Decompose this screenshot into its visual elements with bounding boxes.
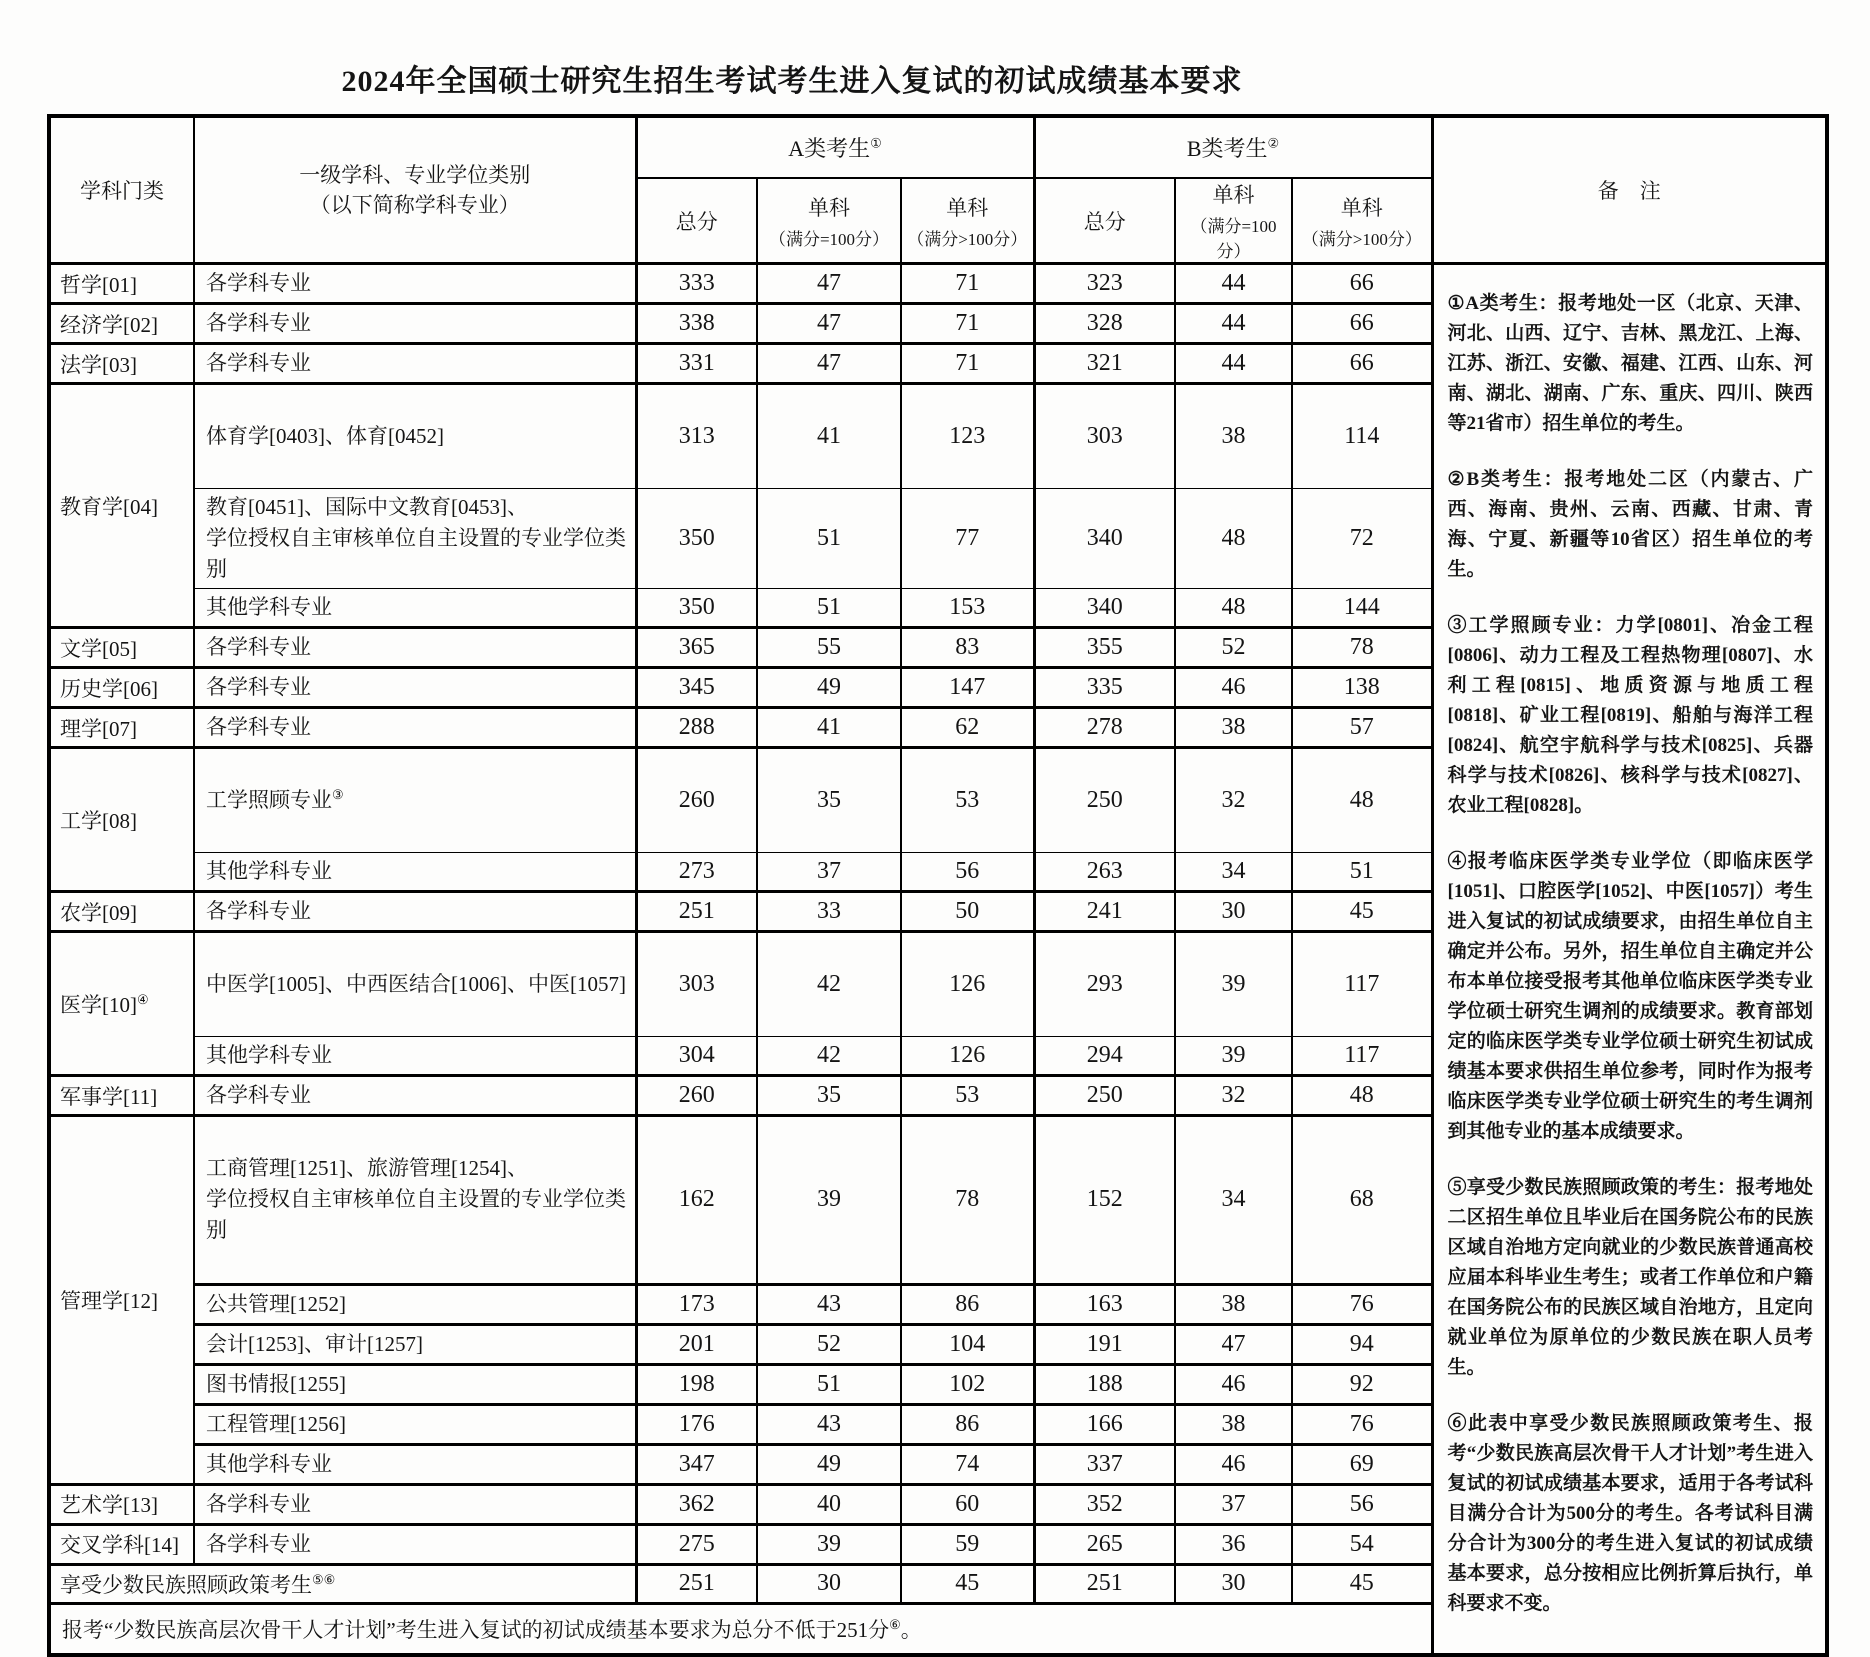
discipline-text: 教育[0451]、国际中文教育[0453]、 — [206, 495, 528, 520]
discipline-text: 学位授权自主审核单位自主设置的专业学位类别 — [206, 526, 626, 582]
discipline-cell — [194, 1324, 636, 1364]
discipline-text: 各学科专业 — [206, 635, 311, 660]
category-label: 经济学[02] — [60, 312, 158, 337]
header-b-singlegt100-line2: （满分>100分） — [1301, 229, 1422, 249]
discipline-cell — [194, 668, 636, 708]
header-a-single100-line1: 单科 — [808, 195, 850, 220]
score-a-singlegt100-cell: 50 — [901, 892, 1034, 932]
discipline-cell — [194, 748, 636, 853]
discipline-text: 工程管理[1256] — [206, 1411, 346, 1436]
score-table — [47, 114, 1829, 1657]
score-b-singlegt100-cell: 45 — [1292, 1564, 1432, 1603]
score-b-total-cell: 323 — [1034, 264, 1175, 304]
discipline-text: 其他学科专业 — [206, 1451, 332, 1476]
header-a-single100 — [757, 178, 901, 264]
score-a-single100-cell: 47 — [757, 344, 901, 384]
footer-note-superscript: ⑥ — [889, 1616, 901, 1632]
discipline-line — [206, 1040, 627, 1071]
discipline-cell — [194, 1484, 636, 1524]
discipline-text: 体育学[0403]、体育[0452] — [206, 424, 444, 449]
discipline-line — [206, 1369, 627, 1400]
score-b-singlegt100-cell: 48 — [1292, 1076, 1432, 1116]
discipline-line — [206, 268, 627, 299]
score-a-single100-cell: 43 — [757, 1404, 901, 1444]
category-label: 管理学[12] — [60, 1288, 158, 1313]
score-a-total-cell: 304 — [636, 1037, 757, 1076]
score-b-total-cell: 352 — [1034, 1484, 1175, 1524]
score-a-singlegt100-cell: 60 — [901, 1484, 1034, 1524]
score-b-single100-cell: 39 — [1175, 932, 1292, 1037]
header-b-total: 总分 — [1034, 178, 1175, 264]
discipline-text: 各学科专业 — [206, 351, 311, 375]
discipline-line — [206, 492, 627, 523]
discipline-cell — [194, 932, 636, 1037]
discipline-line — [206, 785, 627, 816]
discipline-line — [206, 1184, 627, 1246]
category-label: 军事学[11] — [60, 1084, 158, 1109]
score-a-total-cell: 288 — [636, 708, 757, 748]
score-a-singlegt100-cell: 71 — [901, 344, 1034, 384]
score-a-total-cell: 173 — [636, 1284, 757, 1324]
score-a-total-cell: 275 — [636, 1524, 757, 1564]
note-paragraph: ⑤享受少数民族照顾政策的考生：报考地处二区招生单位且毕业后在国务院公布的民族区域自治地方定向就业的少数民族普通高校应届本科毕业生考生；或者工作单位和户籍在国务院公布的民族区域自治地方，且定向就业单位为原单位的少数民族在职人员考生。 — [1447, 1177, 1814, 1378]
discipline-text: 各学科专业 — [206, 1491, 311, 1516]
score-b-total-cell: 265 — [1034, 1524, 1175, 1564]
discipline-text: 工学照顾专业 — [206, 788, 332, 813]
score-b-total-cell: 278 — [1034, 708, 1175, 748]
category-label: 工学[08] — [60, 808, 137, 833]
score-b-single100-cell: 44 — [1175, 264, 1292, 304]
score-a-single100-cell: 35 — [757, 748, 901, 853]
score-a-singlegt100-cell: 56 — [901, 853, 1034, 892]
discipline-line — [206, 308, 627, 339]
score-b-singlegt100-cell: 69 — [1292, 1444, 1432, 1484]
score-a-total-cell: 350 — [636, 589, 757, 628]
score-b-singlegt100-cell: 66 — [1292, 304, 1432, 344]
category-label: 农学[09] — [60, 900, 137, 925]
discipline-line — [206, 1449, 627, 1480]
category-label: 法学[03] — [60, 352, 137, 377]
discipline-cell — [194, 264, 636, 304]
discipline-text: 各学科专业 — [206, 1531, 311, 1556]
score-a-total-cell: 345 — [636, 668, 757, 708]
score-a-single100-cell: 37 — [757, 853, 901, 892]
group-a-superscript: ① — [870, 135, 882, 151]
discipline-text: 工商管理[1251]、旅游管理[1254]、 — [206, 1156, 528, 1181]
discipline-cell — [194, 304, 636, 344]
score-b-total-cell: 152 — [1034, 1116, 1175, 1284]
score-b-single100-cell: 44 — [1175, 304, 1292, 344]
discipline-text: 学位授权自主审核单位自主设置的专业学位类别 — [206, 1187, 626, 1243]
category-label: 理学[07] — [60, 716, 137, 741]
score-a-total-cell: 347 — [636, 1444, 757, 1484]
score-b-total-cell: 188 — [1034, 1364, 1175, 1404]
score-a-singlegt100-cell: 104 — [901, 1324, 1034, 1364]
score-a-total-cell: 331 — [636, 344, 757, 384]
score-b-total-cell: 337 — [1034, 1444, 1175, 1484]
discipline-text: 其他学科专业 — [206, 1043, 332, 1068]
discipline-cell — [194, 1076, 636, 1116]
discipline-line — [206, 712, 627, 743]
category-cell — [49, 668, 194, 708]
discipline-text: 各学科专业 — [206, 899, 311, 924]
score-b-total-cell: 321 — [1034, 344, 1175, 384]
score-b-singlegt100-cell: 92 — [1292, 1364, 1432, 1404]
score-b-single100-cell: 38 — [1175, 384, 1292, 489]
discipline-line — [206, 672, 627, 703]
score-a-singlegt100-cell: 59 — [901, 1524, 1034, 1564]
score-b-singlegt100-cell: 138 — [1292, 668, 1432, 708]
score-b-singlegt100-cell: 54 — [1292, 1524, 1432, 1564]
category-cell — [49, 304, 194, 344]
category-label: 医学[10] — [60, 992, 137, 1017]
footer-note-cell — [49, 1603, 1432, 1655]
category-cell — [49, 1076, 194, 1116]
header-discipline-line2: （以下简称学科专业） — [309, 193, 520, 217]
discipline-superscript: ③ — [332, 787, 344, 803]
score-b-single100-cell: 30 — [1175, 892, 1292, 932]
score-b-singlegt100-cell: 51 — [1292, 853, 1432, 892]
score-a-total-cell: 273 — [636, 853, 757, 892]
score-a-total-cell: 350 — [636, 489, 757, 589]
score-a-single100-cell: 43 — [757, 1284, 901, 1324]
discipline-text: 各学科专业 — [206, 715, 311, 740]
score-a-total-cell: 303 — [636, 932, 757, 1037]
score-a-total-cell: 333 — [636, 264, 757, 304]
discipline-text: 各学科专业 — [206, 271, 311, 295]
discipline-line — [206, 421, 627, 452]
discipline-cell — [194, 589, 636, 628]
score-b-singlegt100-cell: 66 — [1292, 264, 1432, 304]
discipline-line — [206, 896, 627, 927]
score-b-singlegt100-cell: 117 — [1292, 932, 1432, 1037]
discipline-text: 会计[1253]、审计[1257] — [206, 1331, 423, 1356]
score-table-body — [49, 264, 1827, 1656]
category-label: 历史学[06] — [60, 676, 158, 701]
score-a-single100-cell: 30 — [757, 1564, 901, 1603]
score-a-singlegt100-cell: 123 — [901, 384, 1034, 489]
score-b-total-cell: 328 — [1034, 304, 1175, 344]
header-b-single100-line1: 单科 — [1212, 183, 1255, 207]
header-a-singlegt100 — [901, 178, 1034, 264]
score-a-single100-cell: 41 — [757, 384, 901, 489]
score-a-singlegt100-cell: 45 — [901, 1564, 1034, 1603]
score-a-single100-cell: 47 — [757, 264, 901, 304]
category-cell — [49, 748, 194, 892]
score-a-total-cell: 365 — [636, 628, 757, 668]
group-b-label: B类考生 — [1186, 136, 1268, 161]
category-cell — [49, 892, 194, 932]
score-a-single100-cell: 42 — [757, 1037, 901, 1076]
header-discipline — [194, 116, 636, 264]
score-a-total-cell: 338 — [636, 304, 757, 344]
category-cell — [49, 1564, 636, 1603]
score-a-singlegt100-cell: 86 — [901, 1284, 1034, 1324]
score-b-single100-cell: 34 — [1175, 853, 1292, 892]
score-b-total-cell: 191 — [1034, 1324, 1175, 1364]
header-b-single100 — [1175, 178, 1292, 264]
score-a-total-cell: 362 — [636, 1484, 757, 1524]
score-b-singlegt100-cell: 57 — [1292, 708, 1432, 748]
header-a-single100-line2: （满分=100分） — [768, 229, 890, 249]
score-b-total-cell: 241 — [1034, 892, 1175, 932]
score-b-single100-cell: 44 — [1175, 344, 1292, 384]
score-b-single100-cell: 38 — [1175, 1404, 1292, 1444]
note-paragraph: ⑥此表中享受少数民族照顾政策考生、报考“少数民族高层次骨干人才计划”考生进入复试的初试成绩基本要求，适用于各考试科目满分合计为500分的考生。各考试科目满分合计为300分的考生进入复试的初试成绩基本要求，总分按相应比例折算后执行，单科要求不变。 — [1447, 1413, 1814, 1614]
score-b-total-cell: 340 — [1034, 589, 1175, 628]
score-b-single100-cell: 38 — [1175, 1284, 1292, 1324]
document-page — [0, 56, 1870, 1657]
discipline-cell — [194, 384, 636, 489]
score-b-single100-cell: 32 — [1175, 748, 1292, 853]
score-b-singlegt100-cell: 72 — [1292, 489, 1432, 589]
score-b-single100-cell: 37 — [1175, 1484, 1292, 1524]
score-a-single100-cell: 47 — [757, 304, 901, 344]
category-cell — [49, 708, 194, 748]
discipline-cell — [194, 1404, 636, 1444]
score-b-singlegt100-cell: 48 — [1292, 748, 1432, 853]
category-superscript: ④ — [137, 991, 149, 1007]
score-a-single100-cell: 52 — [757, 1324, 901, 1364]
score-a-total-cell: 251 — [636, 892, 757, 932]
score-a-total-cell: 260 — [636, 748, 757, 853]
score-b-single100-cell: 47 — [1175, 1324, 1292, 1364]
discipline-cell — [194, 344, 636, 384]
discipline-line — [206, 1409, 627, 1440]
score-a-single100-cell: 41 — [757, 708, 901, 748]
score-b-single100-cell: 34 — [1175, 1116, 1292, 1284]
score-b-singlegt100-cell: 78 — [1292, 628, 1432, 668]
score-b-single100-cell: 52 — [1175, 628, 1292, 668]
footer-note-period: 。 — [900, 1617, 922, 1642]
score-a-singlegt100-cell: 153 — [901, 589, 1034, 628]
category-cell — [49, 932, 194, 1076]
header-b-singlegt100 — [1292, 178, 1432, 264]
header-a-total: 总分 — [636, 178, 757, 264]
discipline-line — [206, 632, 627, 663]
discipline-text: 其他学科专业 — [206, 595, 332, 620]
group-b-superscript: ② — [1267, 135, 1280, 151]
discipline-line — [206, 1329, 627, 1360]
discipline-line — [206, 1080, 627, 1111]
score-a-singlegt100-cell: 86 — [901, 1404, 1034, 1444]
header-group-b — [1034, 116, 1432, 178]
header-discipline-line1: 一级学科、专业学位类别 — [299, 163, 531, 187]
category-label: 文学[05] — [60, 636, 137, 661]
header-b-single100-line2: （满分=100分） — [1190, 217, 1277, 261]
score-a-single100-cell: 51 — [757, 589, 901, 628]
score-a-singlegt100-cell: 78 — [901, 1116, 1034, 1284]
score-b-singlegt100-cell: 144 — [1292, 589, 1432, 628]
score-a-total-cell: 313 — [636, 384, 757, 489]
discipline-line — [206, 856, 627, 887]
score-b-singlegt100-cell: 66 — [1292, 344, 1432, 384]
category-label: 艺术学[13] — [60, 1493, 158, 1517]
score-b-single100-cell: 38 — [1175, 708, 1292, 748]
score-b-singlegt100-cell: 56 — [1292, 1484, 1432, 1524]
discipline-line — [206, 523, 627, 585]
score-a-single100-cell: 33 — [757, 892, 901, 932]
discipline-line — [206, 1489, 627, 1520]
category-label: 交叉学科[14] — [60, 1533, 179, 1557]
discipline-cell — [194, 1364, 636, 1404]
score-b-single100-cell: 46 — [1175, 1444, 1292, 1484]
discipline-text: 各学科专业 — [206, 1083, 311, 1108]
discipline-cell — [194, 708, 636, 748]
score-b-total-cell: 340 — [1034, 489, 1175, 589]
score-a-total-cell: 251 — [636, 1564, 757, 1603]
header-notes: 备 注 — [1432, 116, 1827, 264]
score-b-singlegt100-cell: 114 — [1292, 384, 1432, 489]
header-group-a — [636, 116, 1034, 178]
score-b-singlegt100-cell: 76 — [1292, 1284, 1432, 1324]
header-category: 学科门类 — [49, 116, 194, 264]
discipline-line — [206, 969, 627, 1000]
discipline-cell — [194, 1284, 636, 1324]
score-b-total-cell: 250 — [1034, 748, 1175, 853]
score-b-single100-cell: 30 — [1175, 1564, 1292, 1603]
score-a-singlegt100-cell: 62 — [901, 708, 1034, 748]
score-a-single100-cell: 35 — [757, 1076, 901, 1116]
note-paragraph: ④报考临床医学类专业学位（即临床医学[1051]、口腔医学[1052]、中医[1057]）考生进入复试的初试成绩要求，由招生单位自主确定并公布。另外，招生单位自主确定并公布本单位接受报考其他单位临床医学类专业学位硕士研究生调剂的成绩要求。教育部划定的临床医学类专业学位硕士研究生初试成绩基本要求供招生单位参考，同时作为报考临床医学类专业学位硕士研究生的考生调剂到其他专业的基本成绩要求。 — [1447, 851, 1814, 1142]
score-a-single100-cell: 55 — [757, 628, 901, 668]
score-b-single100-cell: 48 — [1175, 589, 1292, 628]
score-a-single100-cell: 49 — [757, 668, 901, 708]
score-b-total-cell: 250 — [1034, 1076, 1175, 1116]
footer-note-text: 报考“少数民族高层次骨干人才计划”考生进入复试的初试成绩基本要求为总分不低于251分 — [62, 1617, 890, 1642]
discipline-text: 公共管理[1252] — [206, 1291, 346, 1316]
category-cell — [49, 1524, 194, 1564]
score-a-singlegt100-cell: 126 — [901, 1037, 1034, 1076]
discipline-line — [206, 1289, 627, 1320]
discipline-text: 中医学[1005]、中西医结合[1006]、中医[1057] — [206, 972, 626, 997]
category-cell — [49, 384, 194, 628]
header-a-singlegt100-line2: （满分>100分） — [907, 229, 1028, 249]
score-b-total-cell: 335 — [1034, 668, 1175, 708]
discipline-cell — [194, 489, 636, 589]
category-cell — [49, 1484, 194, 1524]
score-a-singlegt100-cell: 147 — [901, 668, 1034, 708]
header-a-singlegt100-line1: 单科 — [946, 195, 989, 220]
page-title: 2024年全国硕士研究生招生考试考生进入复试的初试成绩基本要求 — [341, 65, 1243, 98]
score-b-total-cell: 251 — [1034, 1564, 1175, 1603]
category-cell — [49, 1116, 194, 1484]
score-b-singlegt100-cell: 68 — [1292, 1116, 1432, 1284]
score-a-total-cell: 198 — [636, 1364, 757, 1404]
score-a-single100-cell: 42 — [757, 932, 901, 1037]
category-cell — [49, 628, 194, 668]
note-paragraph: ②B类考生：报考地处二区（内蒙古、广西、海南、贵州、云南、西藏、甘肃、青海、宁夏、新疆等10省区）招生单位的考生。 — [1447, 469, 1814, 580]
score-a-singlegt100-cell: 53 — [901, 748, 1034, 853]
score-a-singlegt100-cell: 74 — [901, 1444, 1034, 1484]
score-a-total-cell: 162 — [636, 1116, 757, 1284]
score-a-total-cell: 176 — [636, 1404, 757, 1444]
category-cell — [49, 264, 194, 304]
score-b-total-cell: 294 — [1034, 1037, 1175, 1076]
score-b-total-cell: 293 — [1034, 932, 1175, 1037]
score-a-single100-cell: 49 — [757, 1444, 901, 1484]
discipline-cell — [194, 1037, 636, 1076]
score-a-total-cell: 260 — [636, 1076, 757, 1116]
notes-cell — [1432, 264, 1827, 1656]
category-label: 哲学[01] — [60, 272, 137, 297]
note-paragraph: ③工学照顾专业：力学[0801]、冶金工程[0806]、动力工程及工程热物理[0807]、水利工程[0815]、地质资源与地质工程[0818]、矿业工程[0819]、船舶与海洋工程[0824]、航空宇航科学与技术[0825]、兵器科学与技术[0826]、核科学与技术[0827]、农业工程[0828]。 — [1447, 615, 1814, 816]
score-a-singlegt100-cell: 83 — [901, 628, 1034, 668]
discipline-line — [206, 1529, 627, 1560]
score-b-single100-cell: 46 — [1175, 1364, 1292, 1404]
score-a-singlegt100-cell: 71 — [901, 304, 1034, 344]
header-b-singlegt100-line1: 单科 — [1340, 195, 1383, 220]
score-b-total-cell: 166 — [1034, 1404, 1175, 1444]
score-a-singlegt100-cell: 102 — [901, 1364, 1034, 1404]
category-label: 享受少数民族照顾政策考生 — [60, 1572, 312, 1597]
category-cell — [49, 344, 194, 384]
score-a-single100-cell: 39 — [757, 1524, 901, 1564]
score-b-single100-cell: 48 — [1175, 489, 1292, 589]
score-a-singlegt100-cell: 126 — [901, 932, 1034, 1037]
score-b-total-cell: 263 — [1034, 853, 1175, 892]
discipline-cell — [194, 892, 636, 932]
score-table-header — [49, 116, 1827, 264]
discipline-text: 各学科专业 — [206, 311, 311, 335]
score-b-singlegt100-cell: 45 — [1292, 892, 1432, 932]
score-b-total-cell: 355 — [1034, 628, 1175, 668]
score-a-single100-cell: 51 — [757, 1364, 901, 1404]
score-b-total-cell: 303 — [1034, 384, 1175, 489]
score-a-singlegt100-cell: 77 — [901, 489, 1034, 589]
score-b-single100-cell: 39 — [1175, 1037, 1292, 1076]
discipline-text: 其他学科专业 — [206, 859, 332, 884]
score-a-single100-cell: 51 — [757, 489, 901, 589]
discipline-text: 图书情报[1255] — [206, 1371, 346, 1396]
discipline-cell — [194, 1524, 636, 1564]
score-a-singlegt100-cell: 53 — [901, 1076, 1034, 1116]
discipline-text: 各学科专业 — [206, 675, 311, 700]
score-a-single100-cell: 40 — [757, 1484, 901, 1524]
category-superscript: ⑤⑥ — [312, 1571, 336, 1587]
discipline-cell — [194, 1444, 636, 1484]
discipline-line — [206, 592, 627, 623]
category-label: 教育学[04] — [60, 494, 158, 519]
score-a-singlegt100-cell: 71 — [901, 264, 1034, 304]
discipline-cell — [194, 1116, 636, 1284]
score-b-total-cell: 163 — [1034, 1284, 1175, 1324]
discipline-cell — [194, 628, 636, 668]
discipline-line — [206, 348, 627, 379]
score-b-single100-cell: 46 — [1175, 668, 1292, 708]
score-b-singlegt100-cell: 94 — [1292, 1324, 1432, 1364]
discipline-cell — [194, 853, 636, 892]
score-a-single100-cell: 39 — [757, 1116, 901, 1284]
score-b-singlegt100-cell: 76 — [1292, 1404, 1432, 1444]
note-paragraph: ①A类考生：报考地处一区（北京、天津、河北、山西、辽宁、吉林、黑龙江、上海、江苏、浙江、安徽、福建、江西、山东、河南、湖北、湖南、广东、重庆、四川、陕西等21省市）招生单位的考生。 — [1447, 293, 1814, 434]
discipline-line — [206, 1153, 627, 1184]
score-b-single100-cell: 36 — [1175, 1524, 1292, 1564]
score-b-single100-cell: 32 — [1175, 1076, 1292, 1116]
group-a-label: A类考生 — [788, 136, 871, 161]
score-b-singlegt100-cell: 117 — [1292, 1037, 1432, 1076]
score-a-total-cell: 201 — [636, 1324, 757, 1364]
table-row — [49, 264, 1827, 304]
